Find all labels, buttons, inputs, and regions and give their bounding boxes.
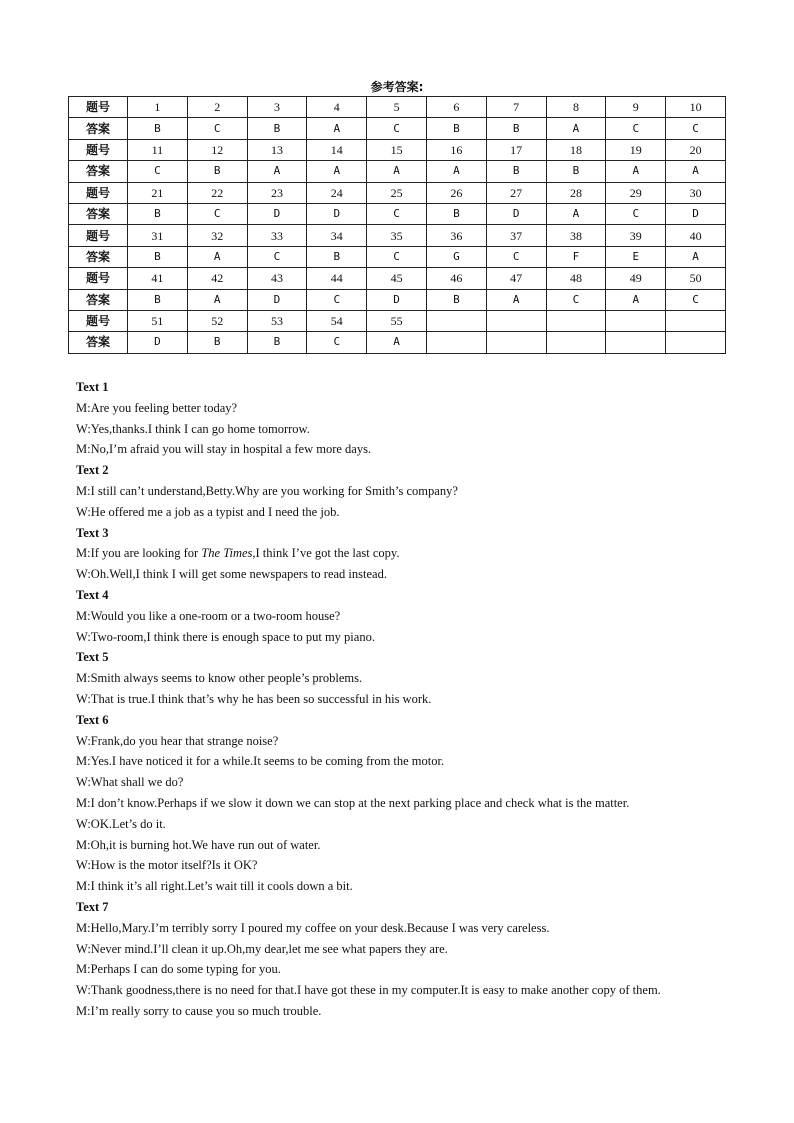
row-label: 题号 [69,225,128,246]
dialogue-line: W:How is the motor itself?Is it OK? [76,858,258,873]
answer-cell: B [128,118,188,139]
dialogue-line: W:Never mind.I’ll clean it up.Oh,my dear,let me see what papers they are. [76,941,448,956]
question-number-cell: 2 [187,97,247,118]
answer-cell: B [486,161,546,182]
text-heading: Text 6 [76,712,109,727]
answer-cell: A [666,246,726,267]
dialogue-line: M:If you are looking for The Times,I think I’ve got the last copy. [76,546,400,561]
dialogue-line: W:He offered me a job as a typist and I need the job. [76,504,340,519]
question-number-cell: 37 [486,225,546,246]
question-number-cell: 8 [546,97,606,118]
answer-cell: C [307,332,367,353]
question-number-cell: 21 [128,182,188,203]
dialogue-line: W:Oh.Well,I think I will get some newspapers to read instead. [76,567,387,582]
answer-cell: B [247,118,307,139]
question-number-cell: 51 [128,310,188,331]
answer-cell: A [666,161,726,182]
answer-cell: C [128,161,188,182]
row-label: 题号 [69,182,128,203]
row-label: 答案 [69,332,128,353]
answer-cell: A [486,289,546,310]
answer-cell [666,332,726,353]
answer-cell [486,332,546,353]
question-number-row [69,97,726,118]
question-number-cell: 43 [247,268,307,289]
question-number-row [69,268,726,289]
question-number-cell: 28 [546,182,606,203]
dialogue-line: M:Perhaps I can do some typing for you. [76,962,281,977]
answer-cell: C [606,118,666,139]
answer-cell: A [606,161,666,182]
question-number-cell: 45 [367,268,427,289]
dialogue-line: W:OK.Let’s do it. [76,816,166,831]
dialogue-line: M:Smith always seems to know other people’s problems. [76,671,363,686]
question-number-cell: 55 [367,310,427,331]
question-number-cell: 31 [128,225,188,246]
question-number-cell: 48 [546,268,606,289]
question-number-cell: 52 [187,310,247,331]
dialogue-line: M:I don’t know.Perhaps if we slow it down we can stop at the next parking place and check what is the matter. [76,795,630,810]
answer-cell: A [546,118,606,139]
question-number-cell: 35 [367,225,427,246]
text-heading: Text 1 [76,380,109,394]
answer-cell: A [307,118,367,139]
answer-cell: C [367,203,427,224]
dialogue-line: W:Yes,thanks.I think I can go home tomorrow. [76,421,310,436]
answer-cell: C [486,246,546,267]
question-number-cell: 50 [666,268,726,289]
listening-transcript [76,377,722,1022]
answer-cell: C [367,246,427,267]
answer-cell: B [426,203,486,224]
answer-row [69,246,726,267]
row-label: 答案 [69,246,128,267]
answer-cell: B [187,332,247,353]
question-number-cell: 13 [247,139,307,160]
answer-row [69,161,726,182]
dialogue-line: M:I think it’s all right.Let’s wait till it cools down a bit. [76,879,353,894]
answer-cell: C [666,289,726,310]
dialogue-line: W:Frank,do you hear that strange noise? [76,733,279,748]
question-number-cell: 3 [247,97,307,118]
question-number-row [69,310,726,331]
question-number-cell: 25 [367,182,427,203]
dialogue-line: M:I’m really sorry to cause you so much trouble. [76,1003,322,1018]
question-number-cell: 30 [666,182,726,203]
answer-row [69,203,726,224]
row-label: 答案 [69,203,128,224]
answer-cell: A [187,246,247,267]
row-label: 答案 [69,289,128,310]
dialogue-line: W:That is true.I think that’s why he has been so successful in his work. [76,691,432,706]
dialogue-line: W:Thank goodness,there is no need for that.I have got these in my computer.It is easy to make another copy of them. [76,983,661,998]
question-number-cell: 46 [426,268,486,289]
question-number-cell: 1 [128,97,188,118]
answer-cell: C [307,289,367,310]
answer-cell: B [128,289,188,310]
text-heading: Text 2 [76,463,109,478]
dialogue-line: W:What shall we do? [76,775,184,790]
dialogue-line: M:I still can’t understand,Betty.Why are you working for Smith’s company? [76,483,458,498]
row-label: 答案 [69,161,128,182]
question-number-cell [426,310,486,331]
newspaper-title: The Times [201,546,253,561]
answer-cell: B [307,246,367,267]
answer-cell: D [247,203,307,224]
row-label: 答案 [69,118,128,139]
page-title: 参考答案: [370,80,424,94]
answer-cell: B [247,332,307,353]
answer-cell: A [307,161,367,182]
answer-cell: A [606,289,666,310]
dialogue-line: M:Yes.I have noticed it for a while.It seems to be coming from the motor. [76,754,445,769]
question-number-cell: 33 [247,225,307,246]
answer-cell: D [486,203,546,224]
question-number-cell: 42 [187,268,247,289]
answer-cell [546,332,606,353]
question-number-cell: 10 [666,97,726,118]
question-number-cell: 29 [606,182,666,203]
answer-row [69,332,726,353]
question-number-cell: 36 [426,225,486,246]
question-number-cell: 7 [486,97,546,118]
answer-cell: B [426,118,486,139]
question-number-cell: 16 [426,139,486,160]
row-label: 题号 [69,97,128,118]
question-number-cell: 39 [606,225,666,246]
question-number-cell: 22 [187,182,247,203]
question-number-cell: 17 [486,139,546,160]
answer-cell: F [546,246,606,267]
question-number-cell: 18 [546,139,606,160]
answer-cell: E [606,246,666,267]
question-number-cell: 47 [486,268,546,289]
answer-table [68,96,726,354]
answer-cell: B [128,203,188,224]
question-number-cell: 32 [187,225,247,246]
answer-cell: A [187,289,247,310]
question-number-cell: 5 [367,97,427,118]
answer-cell: A [367,161,427,182]
question-number-cell: 15 [367,139,427,160]
answer-cell: D [307,203,367,224]
question-number-cell: 53 [247,310,307,331]
question-number-cell: 4 [307,97,367,118]
answer-cell: D [367,289,427,310]
answer-cell: D [247,289,307,310]
answer-cell [606,332,666,353]
question-number-cell: 6 [426,97,486,118]
text-heading: Text 7 [76,899,109,914]
answer-cell: A [546,203,606,224]
answer-cell: C [187,118,247,139]
row-label: 题号 [69,139,128,160]
answer-cell: B [128,246,188,267]
row-label: 题号 [69,310,128,331]
question-number-cell: 24 [307,182,367,203]
answer-row [69,118,726,139]
dialogue-line: M:Oh,it is burning hot.We have run out of water. [76,837,321,852]
question-number-cell [546,310,606,331]
question-number-cell [666,310,726,331]
answer-cell: A [367,332,427,353]
dialogue-line: M:Are you feeling better today? [76,400,238,415]
answer-cell: G [426,246,486,267]
dialogue-line: M:Hello,Mary.I’m terribly sorry I poured my coffee on your desk.Because I was very careless. [76,920,550,935]
question-number-cell: 20 [666,139,726,160]
question-number-cell: 9 [606,97,666,118]
question-number-cell [606,310,666,331]
answer-cell: D [666,203,726,224]
question-number-cell: 34 [307,225,367,246]
text-heading: Text 5 [76,650,109,665]
question-number-cell: 54 [307,310,367,331]
question-number-cell: 41 [128,268,188,289]
question-number-cell: 11 [128,139,188,160]
answer-cell: C [367,118,427,139]
answer-cell: C [606,203,666,224]
answer-cell: C [187,203,247,224]
question-number-cell: 12 [187,139,247,160]
dialogue-line: M:Would you like a one-room or a two-room house? [76,608,341,623]
text-heading: Text 3 [76,525,109,540]
question-number-cell: 49 [606,268,666,289]
dialogue-line: M:No,I’m afraid you will stay in hospital a few more days. [76,442,372,457]
answer-cell: B [426,289,486,310]
question-number-cell: 19 [606,139,666,160]
question-number-cell: 44 [307,268,367,289]
text-heading: Text 4 [76,587,109,602]
answer-cell: C [546,289,606,310]
answer-cell: A [426,161,486,182]
question-number-row [69,139,726,160]
answer-cell: C [247,246,307,267]
question-number-cell: 38 [546,225,606,246]
question-number-cell: 23 [247,182,307,203]
answer-cell: B [486,118,546,139]
question-number-cell: 26 [426,182,486,203]
answer-cell: D [128,332,188,353]
dialogue-line: W:Two-room,I think there is enough space to put my piano. [76,629,375,644]
question-number-row [69,182,726,203]
question-number-cell: 14 [307,139,367,160]
answer-row [69,289,726,310]
answer-cell [426,332,486,353]
row-label: 题号 [69,268,128,289]
answer-cell: C [666,118,726,139]
question-number-cell [486,310,546,331]
question-number-cell: 27 [486,182,546,203]
answer-cell: B [187,161,247,182]
answer-cell: A [247,161,307,182]
question-number-cell: 40 [666,225,726,246]
answer-cell: B [546,161,606,182]
question-number-row [69,225,726,246]
